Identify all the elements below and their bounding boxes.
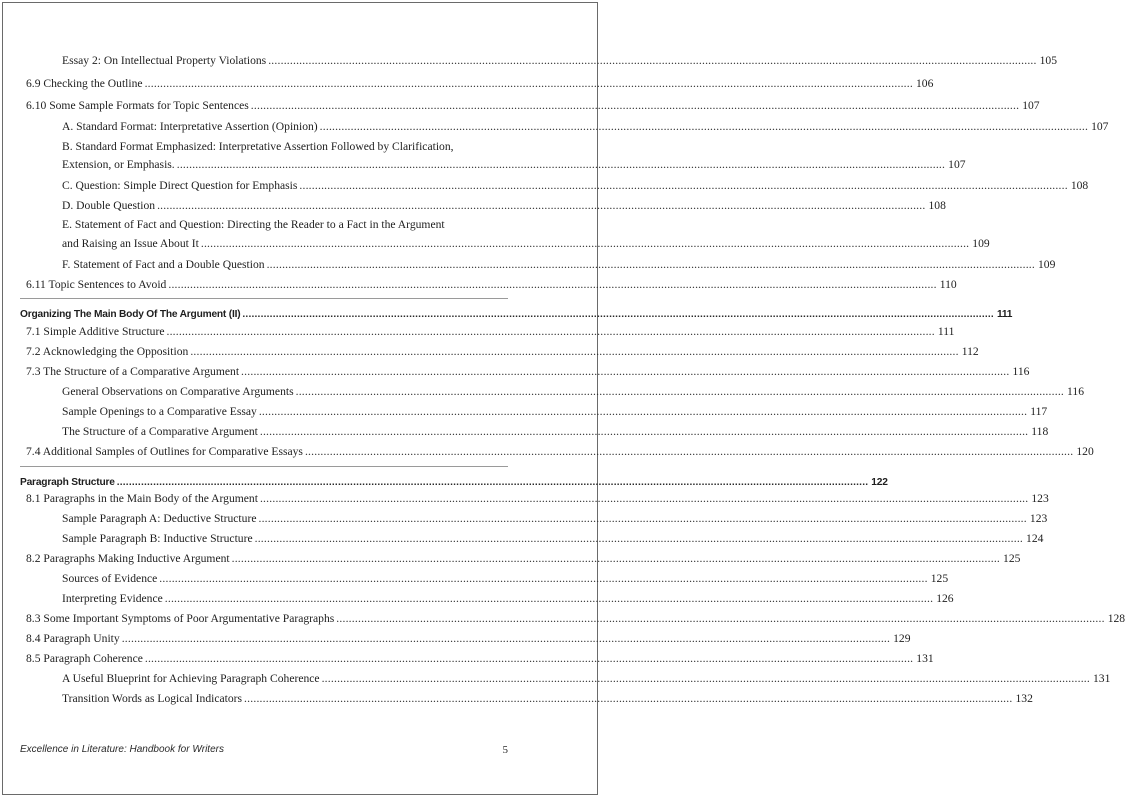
dot-leader	[145, 77, 913, 91]
toc-entry[interactable]	[62, 258, 1056, 272]
toc-entry-label: Essay 2: On Intellectual Property Violations	[62, 54, 267, 67]
toc-entry-label: and Raising an Issue About It	[62, 237, 199, 250]
page-footer	[20, 744, 508, 756]
toc-entry[interactable]	[26, 99, 1040, 113]
toc-entry-page: 111	[937, 325, 955, 338]
toc-entry-page: 128	[1107, 612, 1125, 625]
footer-page-number: 5	[502, 744, 508, 756]
toc-entry[interactable]	[26, 492, 1049, 506]
toc-entry-label: Sample Paragraph A: Deductive Structure	[62, 512, 257, 525]
toc-entry-label: Extension, or Emphasis.	[62, 158, 175, 171]
toc-entry-label: Interpreting Evidence	[62, 592, 163, 605]
toc-entry-page: 123	[1029, 512, 1048, 525]
dot-leader	[242, 308, 994, 322]
toc-entry[interactable]	[62, 532, 1044, 546]
toc-entry[interactable]	[26, 552, 1021, 566]
dot-leader	[260, 425, 1028, 439]
dot-leader	[166, 325, 934, 339]
toc-entry-page: 131	[1093, 672, 1111, 685]
dot-leader	[168, 278, 936, 292]
toc-entry[interactable]	[62, 120, 1109, 134]
dot-leader	[201, 237, 969, 251]
toc-entry[interactable]	[62, 199, 946, 213]
toc-entry-page: 111	[996, 309, 1013, 320]
toc-entry[interactable]	[62, 158, 966, 172]
toc-chapter-title: Organizing The Main Body Of The Argument (II)	[20, 309, 241, 320]
toc-entry-page: 109	[1038, 258, 1056, 271]
toc-entry-page: 125	[1003, 552, 1021, 565]
toc-entry[interactable]	[26, 445, 1094, 459]
toc-entry[interactable]	[26, 365, 1030, 379]
toc-entry-page: 116	[1012, 365, 1030, 378]
toc-entry-wrapped-line: E. Statement of Fact and Question: Directing the Reader to a Fact in the Argument	[62, 218, 445, 231]
toc-entry-label: 8.4 Paragraph Unity	[26, 632, 120, 645]
toc-entry-label: 8.5 Paragraph Coherence	[26, 652, 143, 665]
dot-leader	[267, 258, 1035, 272]
toc-entry[interactable]	[62, 672, 1111, 686]
toc-entry[interactable]	[62, 512, 1048, 526]
toc-entry-page: 125	[930, 572, 949, 585]
toc-entry-page: 106	[915, 77, 934, 90]
toc-entry-page: 110	[939, 278, 957, 291]
toc-entry-label: 7.2 Acknowledging the Opposition	[26, 345, 189, 358]
dot-leader	[190, 345, 958, 359]
toc-entry-label: 6.9 Checking the Outline	[26, 77, 143, 90]
toc-entry-page: 116	[1067, 385, 1084, 398]
toc-entry-label: 8.1 Paragraphs in the Main Body of the Argument	[26, 492, 258, 505]
toc-entry-label: 8.2 Paragraphs Making Inductive Argument	[26, 552, 230, 565]
toc-entry[interactable]	[62, 385, 1084, 399]
toc-entry[interactable]	[62, 592, 954, 606]
toc-entry-page: 112	[961, 345, 979, 358]
toc-entry[interactable]	[26, 325, 955, 339]
toc-entry[interactable]	[26, 632, 911, 646]
dot-leader	[259, 405, 1027, 419]
dot-leader	[251, 99, 1019, 113]
toc-entry-label: 8.3 Some Important Symptoms of Poor Argumentative Paragraphs	[26, 612, 335, 625]
toc-entry[interactable]	[62, 237, 990, 251]
toc-entry[interactable]	[26, 652, 934, 666]
toc-entry-page: 123	[1031, 492, 1049, 505]
toc-entry[interactable]	[62, 572, 949, 586]
toc-entry-page: 132	[1015, 692, 1033, 705]
toc-entry-label: The Structure of a Comparative Argument	[62, 425, 258, 438]
toc-entry[interactable]	[62, 405, 1048, 419]
toc-entry-page: 108	[928, 199, 946, 212]
dot-leader	[232, 552, 1000, 566]
toc-chapter-heading[interactable]	[20, 308, 1013, 322]
toc-entry-wrapped-line: B. Standard Format Emphasized: Interpretative Assertion Followed by Clarification,	[62, 140, 454, 153]
section-divider	[20, 466, 508, 467]
dot-leader	[159, 572, 927, 586]
dot-leader	[268, 54, 1036, 68]
toc-entry-label: General Observations on Comparative Arguments	[62, 385, 294, 398]
toc-entry[interactable]	[62, 692, 1033, 706]
dot-leader	[165, 592, 933, 606]
toc-entry-label: A Useful Blueprint for Achieving Paragraph Coherence	[62, 672, 320, 685]
dot-leader	[255, 532, 1023, 546]
toc-entry-page: 105	[1039, 54, 1058, 67]
toc-entry[interactable]	[62, 54, 1058, 68]
toc-entry[interactable]	[26, 278, 957, 292]
toc-entry[interactable]	[26, 77, 934, 91]
section-divider	[20, 298, 508, 299]
dot-leader	[305, 445, 1073, 459]
dot-leader	[241, 365, 1009, 379]
toc-entry-label: Sources of Evidence	[62, 572, 158, 585]
toc-entry[interactable]	[26, 612, 1125, 626]
toc-entry-label: A. Standard Format: Interpretative Assertion (Opinion)	[62, 120, 318, 133]
toc-entry-page: 109	[972, 237, 990, 250]
toc-entry-label: 7.3 The Structure of a Comparative Argument	[26, 365, 240, 378]
toc-entry[interactable]	[62, 425, 1049, 439]
toc-entry-page: 107	[948, 158, 966, 171]
dot-leader	[299, 179, 1067, 193]
toc-entry-label: Sample Openings to a Comparative Essay	[62, 405, 257, 418]
toc-entry-label: 7.4 Additional Samples of Outlines for Comparative Essays	[26, 445, 303, 458]
dot-leader	[296, 385, 1064, 399]
toc-entry-page: 117	[1030, 405, 1048, 418]
toc-entry-label: 7.1 Simple Additive Structure	[26, 325, 165, 338]
toc-entry-page: 122	[871, 477, 888, 488]
dot-leader	[244, 692, 1012, 706]
toc-chapter-heading[interactable]	[20, 476, 888, 490]
toc-entry-label: F. Statement of Fact and a Double Question	[62, 258, 265, 271]
toc-entry-page: 131	[916, 652, 934, 665]
dot-leader	[145, 652, 913, 666]
toc-entry-label: 6.11 Topic Sentences to Avoid	[26, 278, 167, 291]
toc-entry-label: Sample Paragraph B: Inductive Structure	[62, 532, 253, 545]
dot-leader	[122, 632, 890, 646]
toc-chapter-title: Paragraph Structure	[20, 477, 115, 488]
toc-entry-label: C. Question: Simple Direct Question for Emphasis	[62, 179, 298, 192]
toc-entry-label: Transition Words as Logical Indicators	[62, 692, 243, 705]
toc-entry-page: 107	[1091, 120, 1109, 133]
dot-leader	[260, 492, 1028, 506]
toc-entry-page: 107	[1022, 99, 1040, 112]
toc-entry[interactable]	[26, 345, 979, 359]
dot-leader	[258, 512, 1026, 526]
dot-leader	[117, 476, 869, 490]
dot-leader	[322, 672, 1090, 686]
toc-entry-label: 6.10 Some Sample Formats for Topic Sentences	[26, 99, 249, 112]
toc-entry-page: 126	[936, 592, 954, 605]
toc-entry-label: D. Double Question	[62, 199, 156, 212]
footer-book-title: Excellence in Literature: Handbook for Writers	[20, 744, 224, 755]
toc-entry[interactable]	[62, 179, 1089, 193]
toc-entry-page: 120	[1076, 445, 1094, 458]
dot-leader	[177, 158, 945, 172]
dot-leader	[157, 199, 925, 213]
toc-entry-page: 118	[1031, 425, 1049, 438]
toc-entry-page: 108	[1070, 179, 1089, 192]
dot-leader	[336, 612, 1104, 626]
dot-leader	[320, 120, 1088, 134]
toc-entry-page: 124	[1026, 532, 1044, 545]
toc-entry-page: 129	[893, 632, 911, 645]
